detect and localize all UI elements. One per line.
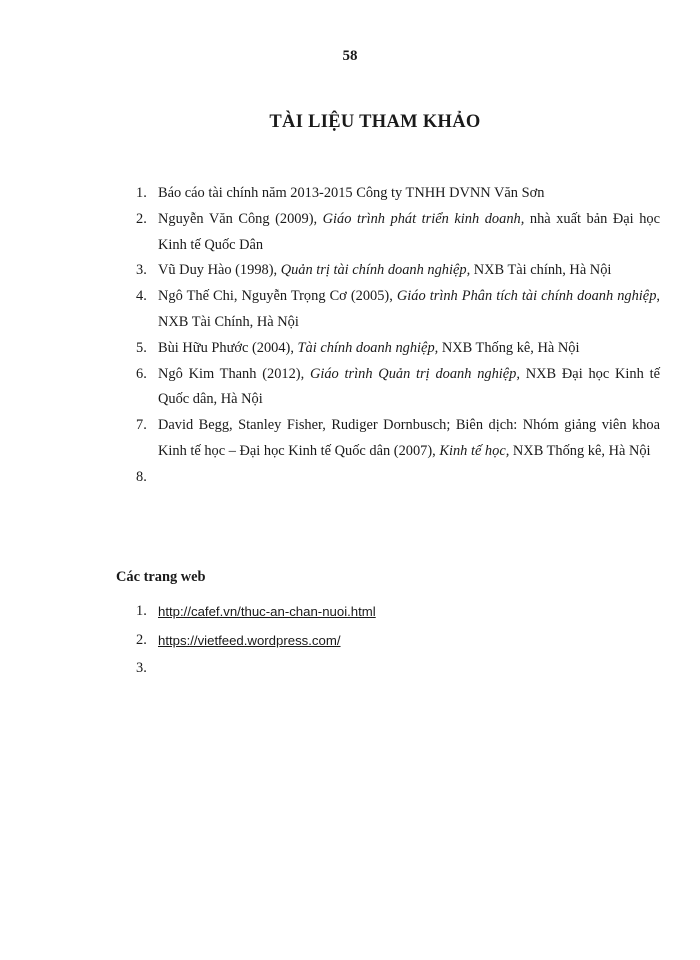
- web-section-heading: Các trang web: [116, 569, 206, 585]
- web-link-item: [132, 598, 632, 627]
- reference-item: [132, 362, 660, 414]
- reference-item: [132, 207, 660, 259]
- reference-segment: Ngô Kim Thanh (2012),: [158, 365, 310, 382]
- reference-segment: nhà xuất bản Đại học Kinh tế Quốc Dân: [158, 210, 660, 253]
- reference-number: 2.: [136, 210, 147, 227]
- page-number: 58: [342, 48, 358, 64]
- reference-text: [158, 340, 579, 356]
- reference-number: 4.: [136, 288, 147, 305]
- reference-text: [158, 211, 660, 253]
- reference-segment: Ngô Thế Chi, Nguyễn Trọng Cơ (2005),: [158, 288, 397, 305]
- reference-segment: NXB Thống kê, Hà Nội: [438, 339, 580, 356]
- reference-text: [158, 366, 660, 408]
- reference-item: [132, 465, 660, 491]
- web-link-number: 3.: [136, 660, 147, 676]
- web-link-item: [132, 627, 632, 656]
- web-link-list: [132, 598, 632, 683]
- page-title: TÀI LIỆU THAM KHẢO: [269, 112, 481, 132]
- reference-segment: Nguyễn Văn Công (2009),: [158, 210, 323, 227]
- reference-item: [132, 284, 660, 336]
- reference-segment: Báo cáo tài chính năm 2013-2015 Công ty TNHH DVNN Văn Sơn: [158, 185, 545, 201]
- reference-title: Quản trị tài chính doanh nghiệp,: [280, 262, 471, 279]
- reference-item: [132, 258, 660, 284]
- reference-segment: Bùi Hữu Phước (2004),: [158, 339, 298, 356]
- reference-number: 3.: [136, 262, 147, 279]
- reference-number: 1.: [136, 185, 147, 201]
- reference-title: Giáo trình phát triển kinh doanh,: [322, 210, 525, 227]
- web-link-item: [132, 655, 632, 683]
- web-link[interactable]: http://cafef.vn/thuc-an-chan-nuoi.html: [158, 604, 376, 619]
- reference-text: [158, 262, 611, 278]
- reference-item: [132, 413, 660, 465]
- web-link[interactable]: https://vietfeed.wordpress.com/: [158, 632, 341, 648]
- reference-segment: NXB Đại học Kinh tế Quốc dân, Hà Nội: [158, 365, 660, 408]
- reference-title: Kinh tế học,: [439, 442, 510, 459]
- reference-number: 8.: [136, 468, 147, 485]
- reference-segment: David Begg, Stanley Fisher, Rudiger Dornbusch; Biên dịch: Nhóm giảng viên khoa Kinh tế học – Đại học Kinh tế Quốc dân (2007),: [158, 417, 660, 459]
- reference-text: [158, 288, 660, 330]
- reference-segment: NXB Tài chính, Hà Nội: [470, 262, 612, 279]
- web-link-number: 2.: [136, 631, 147, 648]
- reference-number: 7.: [136, 417, 147, 434]
- reference-text: [158, 417, 660, 459]
- reference-number: 5.: [136, 339, 147, 356]
- reference-segment: , NXB Tài Chính, Hà Nội: [158, 288, 660, 330]
- reference-title: Giáo trình Phân tích tài chính doanh nghiệp: [396, 288, 657, 305]
- reference-list: [132, 181, 660, 491]
- reference-item: [132, 181, 660, 207]
- reference-number: 6.: [136, 365, 147, 382]
- web-link-number: 1.: [136, 603, 147, 619]
- reference-item: [132, 336, 660, 362]
- reference-title: Tài chính doanh nghiệp,: [297, 339, 439, 356]
- reference-segment: NXB Thống kê, Hà Nội: [509, 442, 651, 459]
- reference-segment: Vũ Duy Hào (1998),: [158, 262, 281, 279]
- reference-text: [158, 185, 544, 201]
- reference-title: Giáo trình Quản trị doanh nghiệp,: [309, 365, 520, 382]
